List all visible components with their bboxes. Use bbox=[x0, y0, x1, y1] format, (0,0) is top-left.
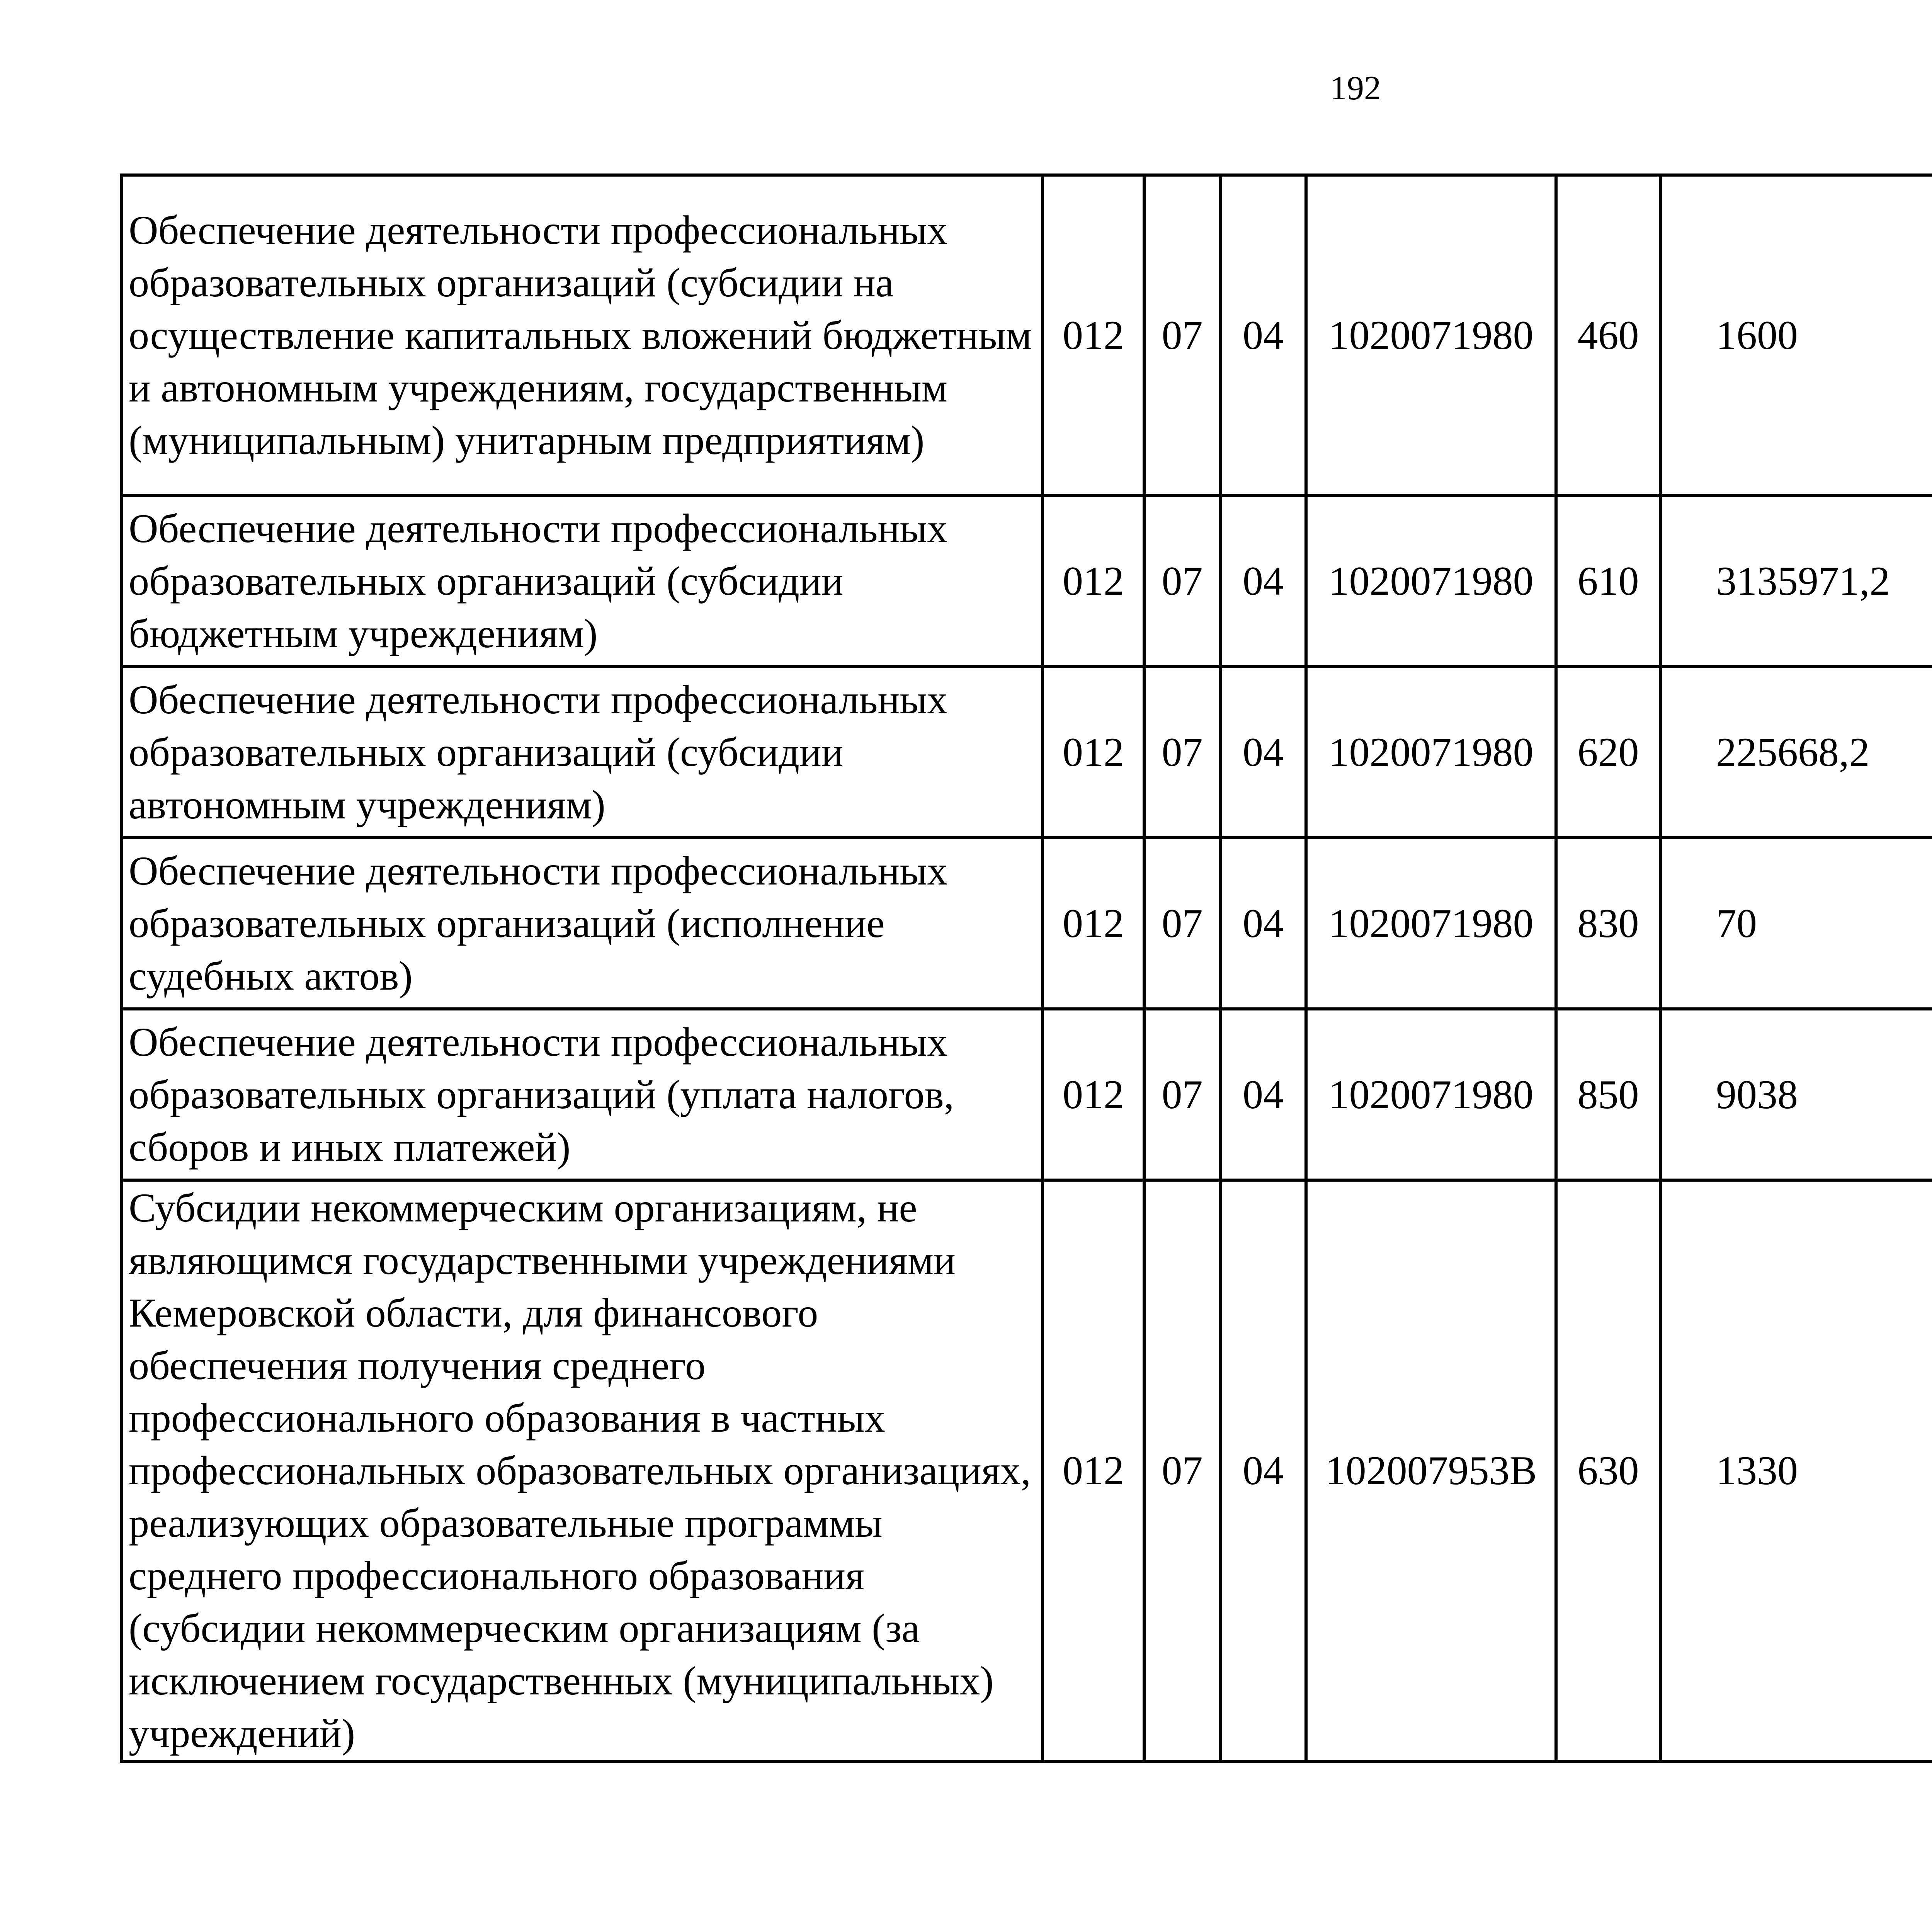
row-name: Обеспечение деятельности профессиональных образовательных организаций (субсидии автономным учреждениям) bbox=[122, 667, 1043, 838]
amount-year-1: 225668,2 bbox=[1660, 667, 1932, 838]
table-row bbox=[122, 495, 1932, 667]
section-code: 07 bbox=[1144, 175, 1220, 495]
subsection-code: 04 bbox=[1220, 175, 1306, 495]
row-name: Обеспечение деятельности профессиональных образовательных организаций (исполнение судебных актов) bbox=[122, 838, 1043, 1009]
target-article-code: 1020071980 bbox=[1306, 495, 1556, 667]
expense-type-code: 630 bbox=[1556, 1180, 1660, 1761]
amount-year-1: 3135971,2 bbox=[1660, 495, 1932, 667]
row-name: Обеспечение деятельности профессиональных образовательных организаций (субсидии на осуществление капитальных вложений бюджетным и автономным учреждениям, государственным (муниципальным) унитарным предприятиям) bbox=[122, 175, 1043, 495]
subsection-code: 04 bbox=[1220, 495, 1306, 667]
ministry-code: 012 bbox=[1043, 495, 1144, 667]
table-row bbox=[122, 667, 1932, 838]
amount-year-1: 9038 bbox=[1660, 1009, 1932, 1180]
subsection-code: 04 bbox=[1220, 1009, 1306, 1180]
section-code: 07 bbox=[1144, 667, 1220, 838]
section-code: 07 bbox=[1144, 838, 1220, 1009]
target-article-code: 1020071980 bbox=[1306, 667, 1556, 838]
subsection-code: 04 bbox=[1220, 838, 1306, 1009]
row-name: Обеспечение деятельности профессиональных образовательных организаций (уплата налогов, сборов и иных платежей) bbox=[122, 1009, 1043, 1180]
ministry-code: 012 bbox=[1043, 1180, 1144, 1761]
page-number: 192 bbox=[1330, 70, 1381, 107]
target-article-code: 102007953В bbox=[1306, 1180, 1556, 1761]
table-row bbox=[122, 175, 1932, 495]
budget-table bbox=[120, 173, 1932, 1763]
table-row bbox=[122, 1180, 1932, 1761]
amount-year-1: 70 bbox=[1660, 838, 1932, 1009]
row-name: Обеспечение деятельности профессиональных образовательных организаций (субсидии бюджетным учреждениям) bbox=[122, 495, 1043, 667]
subsection-code: 04 bbox=[1220, 667, 1306, 838]
ministry-code: 012 bbox=[1043, 175, 1144, 495]
ministry-code: 012 bbox=[1043, 838, 1144, 1009]
expense-type-code: 460 bbox=[1556, 175, 1660, 495]
amount-year-1: 1600 bbox=[1660, 175, 1932, 495]
section-code: 07 bbox=[1144, 1180, 1220, 1761]
ministry-code: 012 bbox=[1043, 1009, 1144, 1180]
expense-type-code: 850 bbox=[1556, 1009, 1660, 1180]
row-name: Субсидии некоммерческим организациям, не являющимся государственными учреждениями Кемеровской области, для финансового обеспечения получения среднего профессионального образования в частных профессиональных образовательных организациях, реализующих образовательные программы среднего профессионального образования (субсидии некоммерческим организациям (за исключением государственных (муниципальных) учреждений) bbox=[122, 1180, 1043, 1761]
target-article-code: 1020071980 bbox=[1306, 1009, 1556, 1180]
table-row bbox=[122, 1009, 1932, 1180]
target-article-code: 1020071980 bbox=[1306, 175, 1556, 495]
table-row bbox=[122, 838, 1932, 1009]
expense-type-code: 610 bbox=[1556, 495, 1660, 667]
subsection-code: 04 bbox=[1220, 1180, 1306, 1761]
amount-year-1: 1330 bbox=[1660, 1180, 1932, 1761]
section-code: 07 bbox=[1144, 495, 1220, 667]
expense-type-code: 620 bbox=[1556, 667, 1660, 838]
expense-type-code: 830 bbox=[1556, 838, 1660, 1009]
target-article-code: 1020071980 bbox=[1306, 838, 1556, 1009]
ministry-code: 012 bbox=[1043, 667, 1144, 838]
section-code: 07 bbox=[1144, 1009, 1220, 1180]
